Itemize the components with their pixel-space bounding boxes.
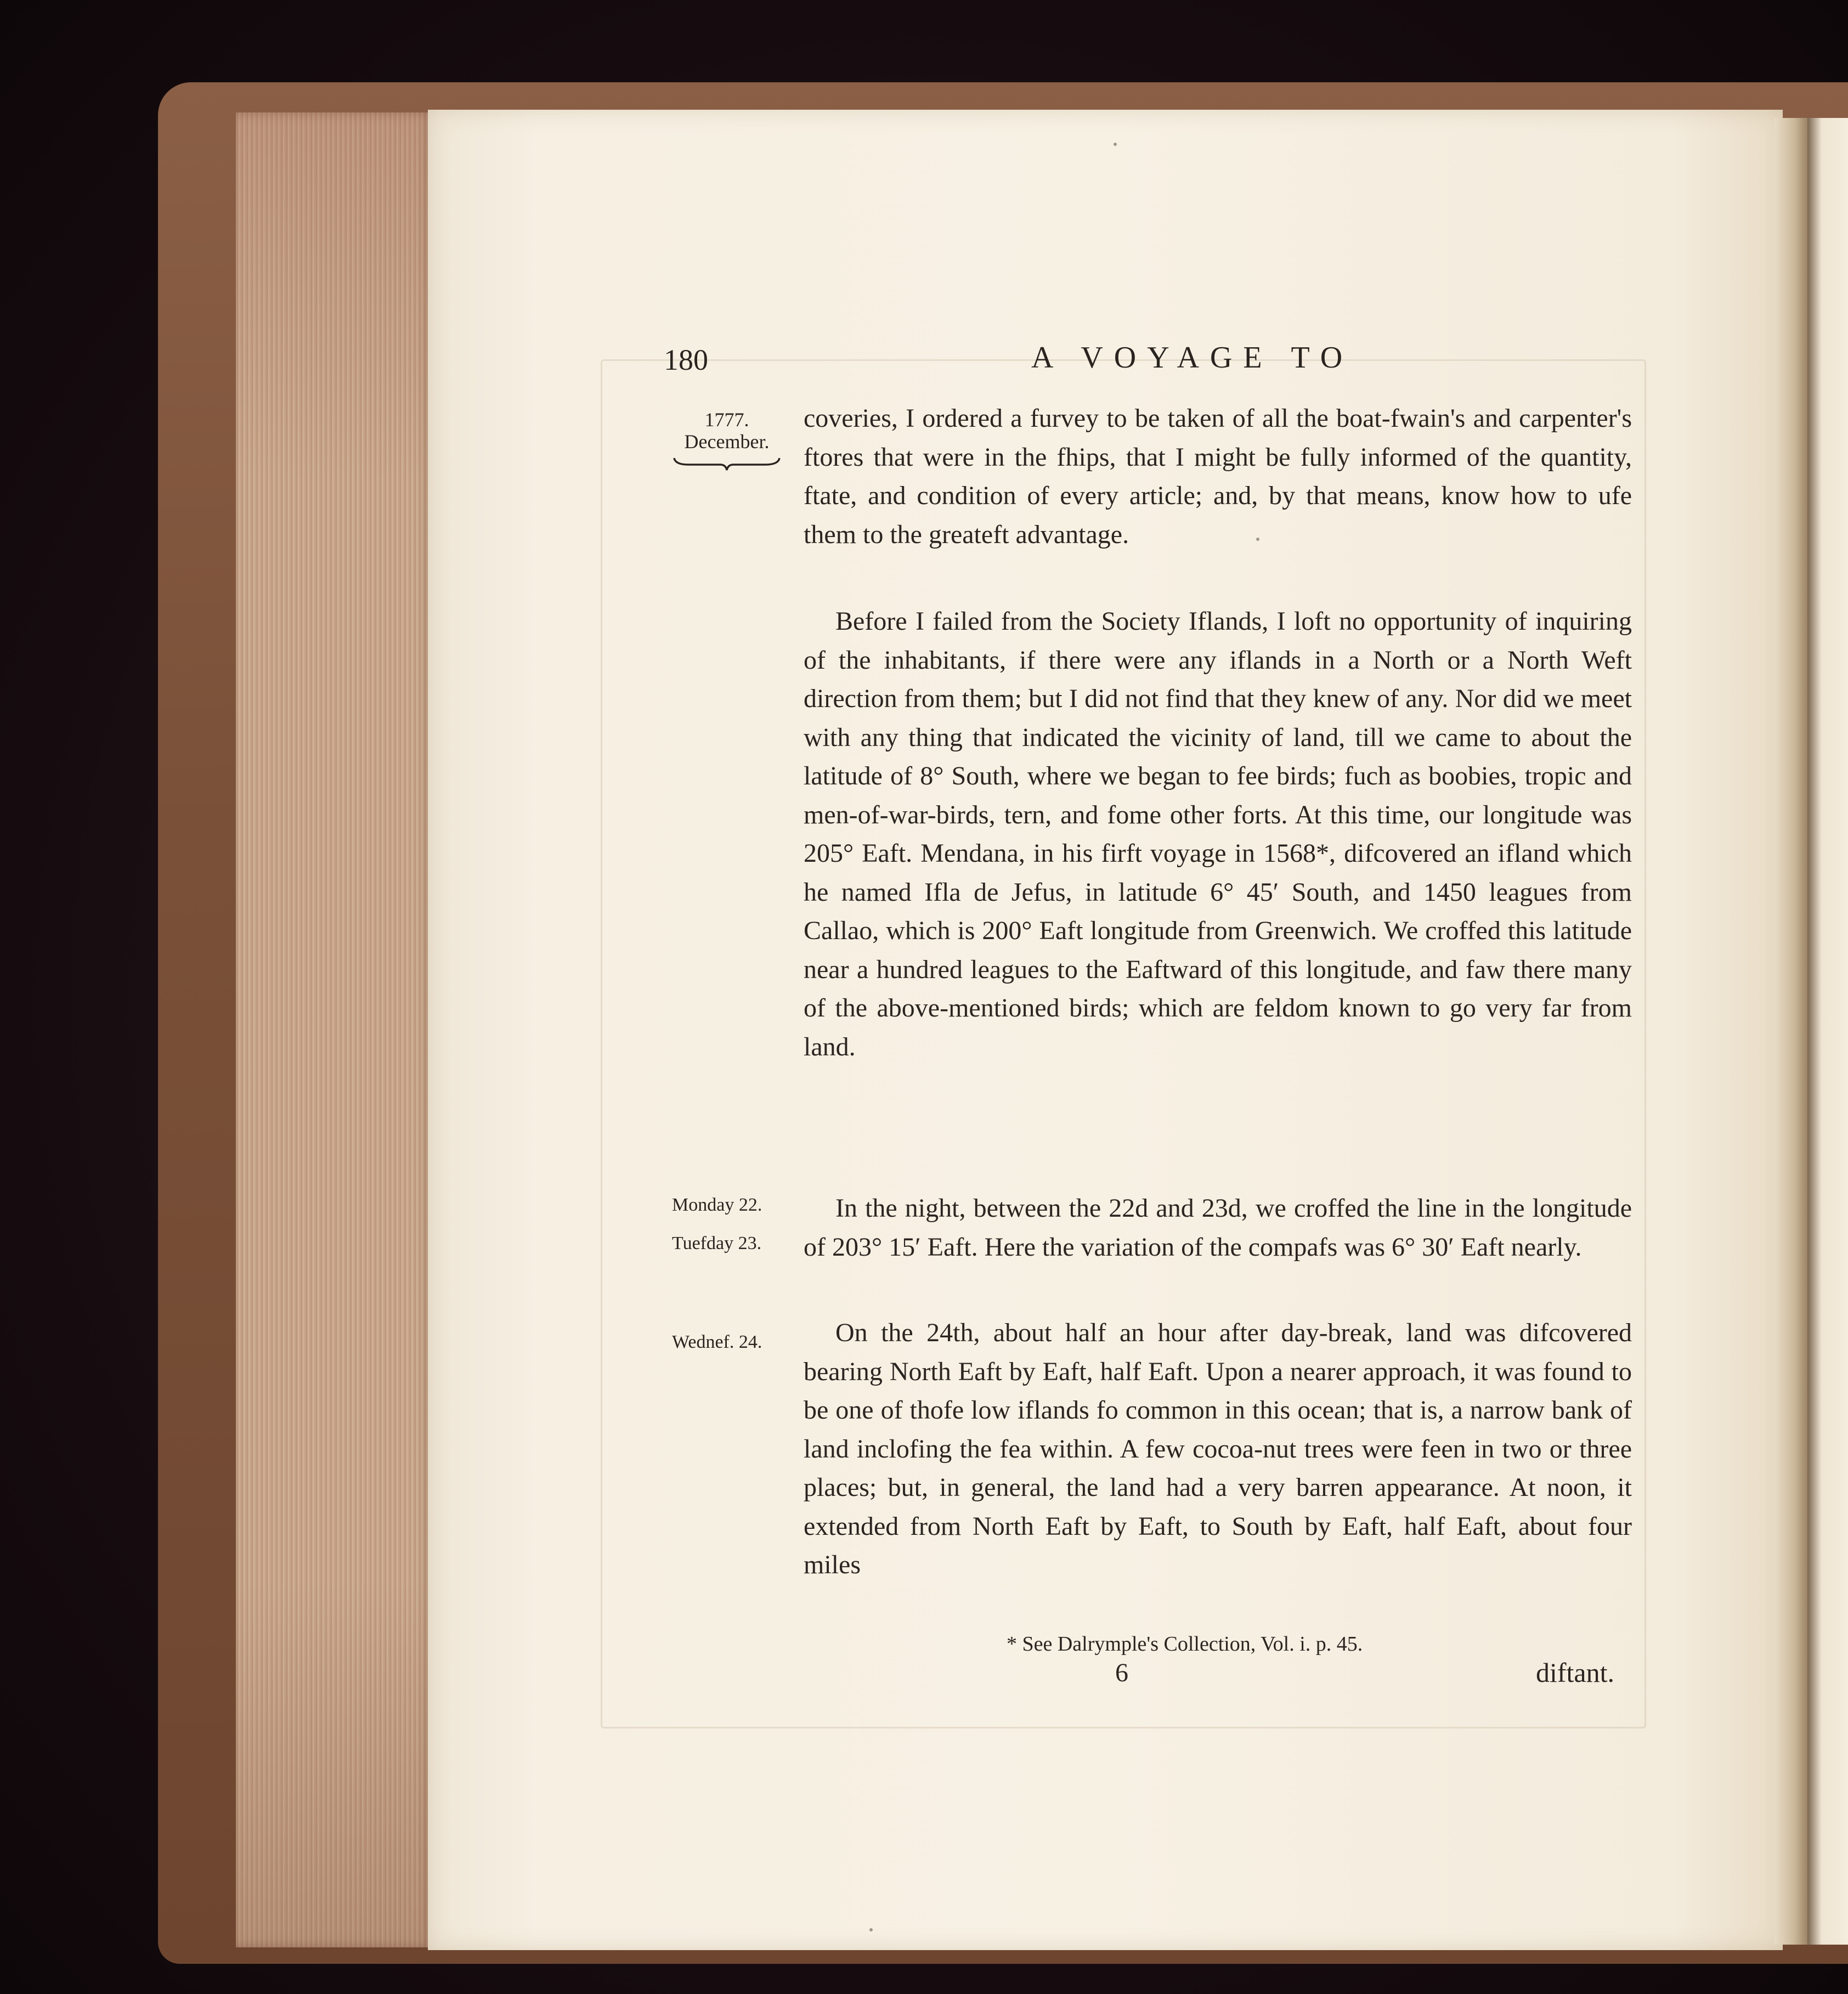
paragraph-3-block [804, 1189, 1632, 1267]
paragraph-4-block [804, 1314, 1632, 1585]
page-edge-shading [236, 112, 433, 1947]
running-title: A VOYAGE TO [1031, 341, 1354, 375]
paragraph-1: coveries, I ordered a furvey to be taken of all the boat-fwain's and carpenter's ftores that were in the fhips, that I might be fully informed of the quantity, ftate, and condition of every article; and, by that means, know how to ufe them to the greateft advantage. [804, 404, 1632, 549]
page-number: 180 [664, 343, 708, 376]
paragraph-2: Before I failed from the Society Iflands, I loft no opportunity of inquiring of the inhabitants, if there were any iflands in a North or a North Weft direction from them; but I did not find that they knew of any. Nor did we meet with any thing that indicated the vicinity of land, till we came to about the latitude of 8° South, where we began to fee birds; fuch as boobies, tropic and men-of-war-birds, tern, and fome other forts. At this time, our longitude was 205° Eaft. Mendana, in his firft voyage in 1568*, difcovered an ifland which he named Ifla de Jefus, in latitude 6° 45′ South, and 1450 leagues from Callao, which is 200° Eaft longitude from Greenwich. We croffed this latitude near a hundred leagues to the Eaftward of this longitude, and faw there many of the above-mentioned birds; which are feldom known to go very far from land. [804, 607, 1632, 1061]
margin-note-wednesday: Wednef. 24. [672, 1332, 762, 1352]
paragraph-1-block [804, 399, 1632, 554]
facing-page-edge [1807, 118, 1848, 1945]
margin-date [672, 409, 782, 471]
margin-year: 1777. [704, 409, 749, 431]
signature-mark: 6 [1115, 1658, 1128, 1687]
paper-speck [1114, 143, 1117, 146]
paragraph-2-block [804, 602, 1632, 1066]
book-gutter [1774, 118, 1807, 1945]
catchword: diftant. [1536, 1657, 1615, 1688]
paragraph-3: In the night, between the 22d and 23d, we croffed the line in the longitude of 203° 15′ Eaft. Here the variation of the compafs was 6° 30′ Eaft nearly. [804, 1194, 1632, 1262]
footnote: * See Dalrymple's Collection, Vol. i. p. 45. [1007, 1633, 1363, 1656]
paper-speck [869, 1928, 873, 1931]
margin-month: December. [684, 431, 770, 453]
margin-note-tuesday: Tuefday 23. [672, 1233, 762, 1253]
brace-ornament [672, 456, 782, 471]
margin-note-monday: Monday 22. [672, 1195, 762, 1215]
paragraph-4: On the 24th, about half an hour after day-break, land was difcovered bearing North Eaft by Eaft, half Eaft. Upon a nearer approach, it was found to be one of thofe low iflands fo common in this ocean; that is, a narrow bank of land inclofing the fea within. A few cocoa-nut trees were feen in two or three places; but, in general, the land had a very barren appearance. At noon, it extended from North Eaft by Eaft, to South by Eaft, half Eaft, about four miles [804, 1318, 1632, 1579]
